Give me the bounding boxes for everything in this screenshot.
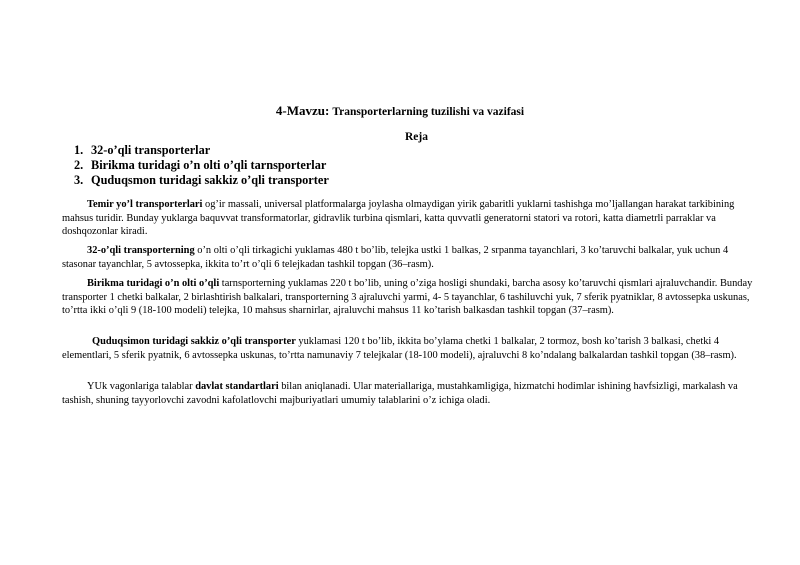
term: Quduqsimon turidagi sakkiz o’qli transporter <box>92 336 296 347</box>
plan-list <box>74 143 329 188</box>
plan-heading: Reja <box>405 131 428 143</box>
plan-item-text: Quduqsmon turidagi sakkiz o’qli transporter <box>91 173 329 187</box>
paragraph-8-axle <box>62 335 762 362</box>
plan-item-text: Birikma turidagi o’n olti o’qli tarnsporterlar <box>91 158 327 172</box>
plan-item-number: 2. <box>74 158 84 172</box>
paragraph-text: o’n olti o’qli tirkagichi yuklamas 480 t bo’lib, telejka ustki 1 balkas, 2 srpanma tayanchlari, 3 ko’taruvchi balkalar, yuk uchun 4 stasonar tayanchlar, 5 avtossepka, ikkita to’rt o’qli 6 telejkadan tashkil topgan (36–rasm). <box>62 245 729 270</box>
plan-item <box>74 173 329 188</box>
paragraph-text: yuklamasi 120 t bo’lib, ikkita bo’ylama chetki 1 balkalar, 2 tormoz, bosh ko’tarish 3 balkasi, chetki 4 elementlari, 5 sferik pyatnik, 6 avtossepka uskunas, to’rtta namunaviy 7 telejkalar (18-100 modeli), ajraluvchi 8 ko’ndalang balkalardan tashkil topgan (38–rasm). <box>62 336 737 361</box>
paragraph-standards <box>62 380 762 407</box>
term: 32-o’qli transporterning <box>87 245 195 256</box>
term: Temir yo’l transporterlari <box>87 199 203 210</box>
topic-title: Transporterlarning tuzilishi va vazifasi <box>332 106 525 118</box>
paragraph-32-axle <box>62 244 762 271</box>
plan-item <box>74 158 329 173</box>
term: Birikma turidagi o’n olti o’qli <box>87 278 220 289</box>
paragraph-text: tarnsporterning yuklamas 220 t bo’lib, uning o’ziga hosligi shundaki, barcha asosy ko’taruvchi qismlari ajraluvchandir. Bunday transporter 1 chetki balkalar, 2 birlashtirish balkalari, transporterning 3 ajraluvchi yarmi, 4- 5 tayanchlar, 6 tashiluvchi yuk, 7 sferik pyatniklar, 8 avtossepka uskunas, to’rtta ikki o’qli 9 (18-100 modeli) telejka, 10 mahsus sharnirlar, ajraluvchi mahsus 11 ko’tarish balkasdan tashkil topgan (37–rasm). <box>62 278 753 317</box>
paragraph-text: og’ir massali, universal platformalarga joylasha olmaydigan yirik gabaritli yuklarni tashishga mo’ljallangan harakat tarkibining mahsus turidir. Bunday yuklarga baquvvat transformatorlar, gidravlik turbina qismlari, katta quvvatli generatorni statori va rotori, katta diametrli parraklar va doshqozonlar kiradi. <box>62 199 735 238</box>
plan-item-number: 1. <box>74 143 84 157</box>
document-title <box>0 103 800 119</box>
plan-item-text: 32-o’qli transporterlar <box>91 143 211 157</box>
paragraph-text: YUk vagonlariga talablar <box>87 381 196 392</box>
paragraph-railway-transporters <box>62 198 762 239</box>
paragraph-text: bilan aniqlanadi. Ular materiallariga, mustahkamligiga, hizmatchi hodimlar ishining havfsizligi, markalash va tashish, shuning tayyorlovchi zavodni kafolatlovchi majburiyatlari umumiy talablarini o’z ichiga oladi. <box>62 381 738 406</box>
plan-item <box>74 143 329 158</box>
topic-number: 4-Mavzu: <box>275 103 330 118</box>
paragraph-16-axle <box>62 277 762 318</box>
plan-item-number: 3. <box>74 173 84 187</box>
term: davlat standartlari <box>195 381 279 392</box>
